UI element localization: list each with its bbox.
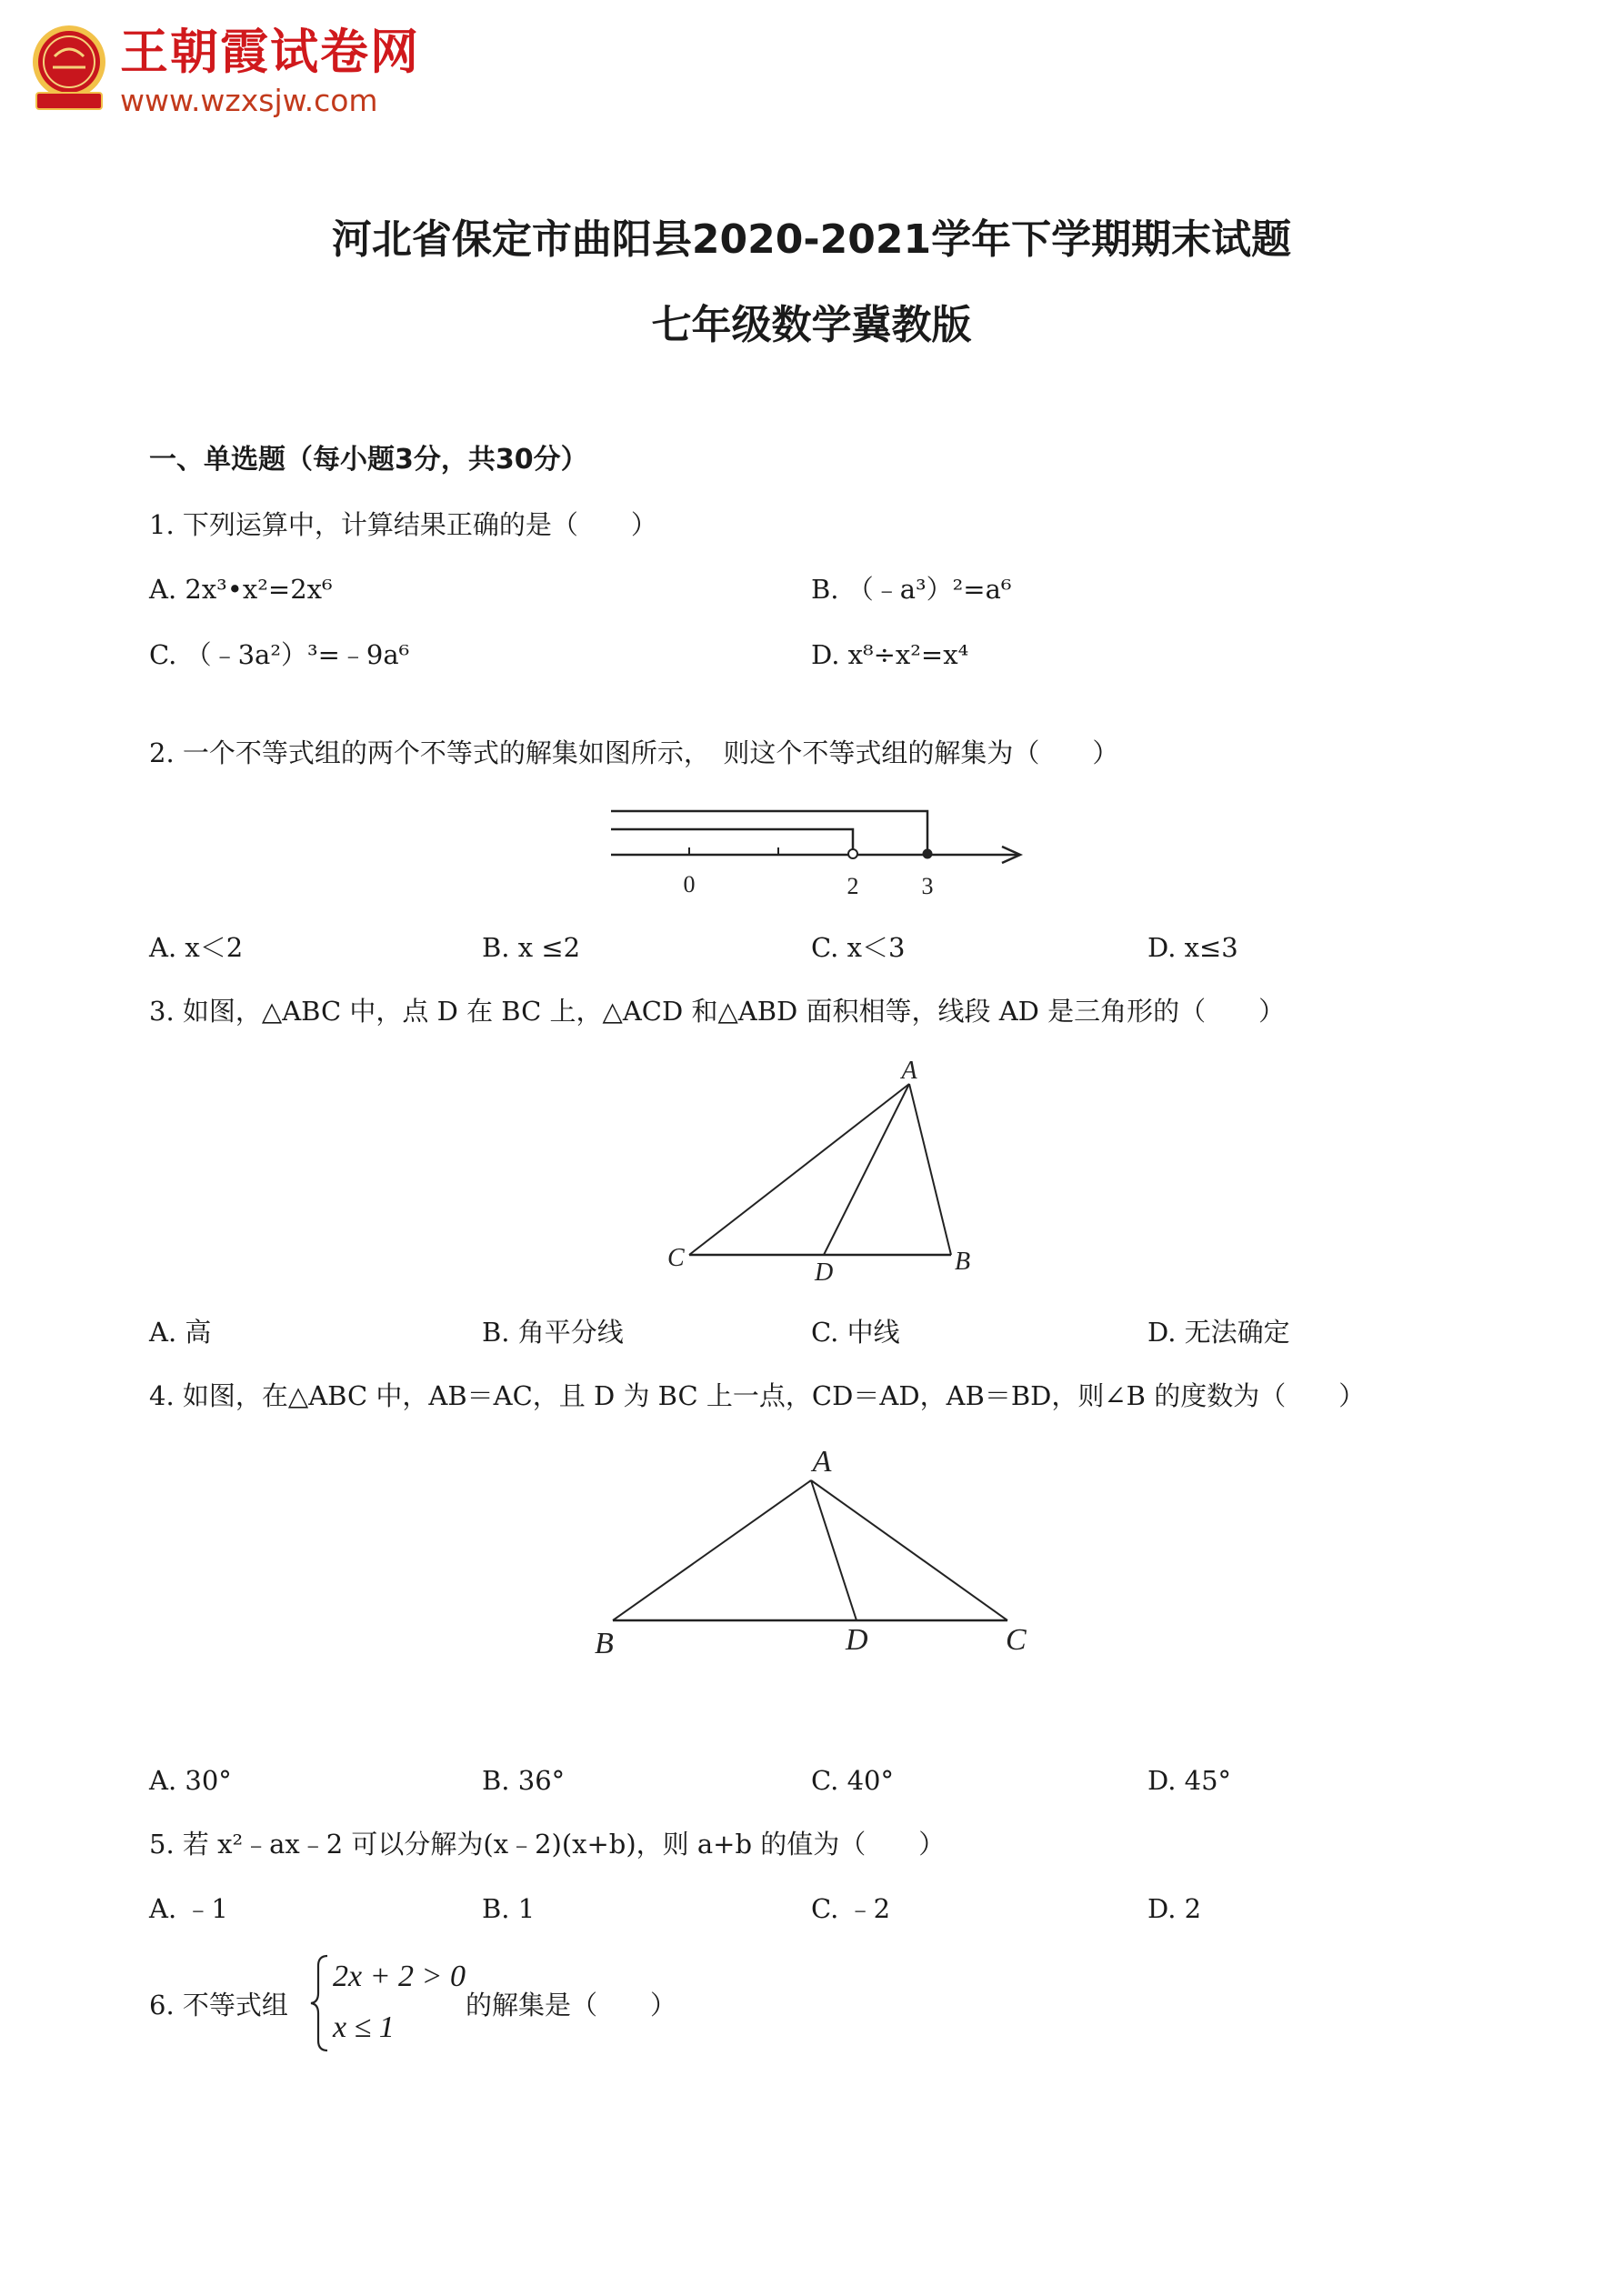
vertex-label-a: A bbox=[812, 1445, 832, 1479]
question-5-option-a: A. ﹣1 bbox=[149, 1893, 228, 1924]
question-1-option-c: C. （﹣3a²）³=﹣9a⁶ bbox=[149, 639, 410, 670]
vertex-label-b: B bbox=[595, 1627, 614, 1660]
question-3-option-d: D. 无法确定 bbox=[1147, 1317, 1290, 1348]
question-6-stem-prefix: 6. 不等式组 bbox=[149, 1990, 288, 2020]
site-url: www.wzxsjw.com bbox=[120, 83, 378, 118]
system-brace bbox=[309, 1953, 331, 2057]
question-1-stem: 1. 下列运算中，计算结果正确的是（ ） bbox=[149, 509, 657, 540]
question-1-option-b: B. （﹣a³）²=a⁶ bbox=[811, 574, 1012, 605]
question-3-stem: 3. 如图，△ABC 中，点 D 在 BC 上，△ACD 和△ABD 面积相等，线段 AD 是三角形的（ ） bbox=[149, 996, 1286, 1027]
inequality-system-line-2: x ≤ 1 bbox=[333, 2010, 395, 2044]
question-4-option-d: D. 45° bbox=[1147, 1765, 1232, 1796]
vertex-label-a: A bbox=[901, 1057, 917, 1085]
vertex-label-c: C bbox=[1006, 1623, 1027, 1657]
vertex-label-c: C bbox=[667, 1244, 685, 1272]
section-heading: 一、单选题（每小题3分，共30分） bbox=[149, 444, 588, 476]
triangle-figure-q4 bbox=[582, 1439, 1037, 1669]
question-1-option-d: D. x⁸÷x²=x⁴ bbox=[811, 639, 969, 670]
question-5-option-d: D. 2 bbox=[1147, 1893, 1202, 1924]
vertex-label-d: D bbox=[846, 1623, 868, 1657]
question-6-stem-suffix: 的解集是（ ） bbox=[466, 1990, 677, 2020]
question-4-stem: 4. 如图，在△ABC 中，AB＝AC，且 D 为 BC 上一点，CD＝AD，AB＝BD，则∠B 的度数为（ ） bbox=[149, 1380, 1366, 1411]
question-3-option-b: B. 角平分线 bbox=[482, 1317, 624, 1348]
site-logo-seal bbox=[27, 22, 111, 113]
question-2-option-c: C. x＜3 bbox=[811, 932, 906, 963]
number-line-figure bbox=[609, 800, 1037, 913]
site-name: 王朝霞试卷网 bbox=[120, 25, 420, 80]
question-2-option-b: B. x ≤2 bbox=[482, 932, 581, 963]
number-line-label-2: 2 bbox=[847, 873, 859, 899]
question-5-option-c: C. ﹣2 bbox=[811, 1893, 891, 1924]
question-2-option-a: A. x＜2 bbox=[149, 932, 244, 963]
number-line-label-0: 0 bbox=[683, 871, 696, 897]
question-3-option-c: C. 中线 bbox=[811, 1317, 900, 1348]
inequality-system-line-1: 2x + 2 > 0 bbox=[333, 1960, 466, 1993]
question-3-option-a: A. 高 bbox=[149, 1317, 212, 1348]
vertex-label-b: B bbox=[955, 1248, 971, 1276]
question-4-option-a: A. 30° bbox=[149, 1765, 232, 1796]
number-line-label-3: 3 bbox=[921, 873, 934, 899]
question-5-option-b: B. 1 bbox=[482, 1893, 536, 1924]
question-4-option-c: C. 40° bbox=[811, 1765, 894, 1796]
question-4-option-b: B. 36° bbox=[482, 1765, 566, 1796]
question-2-option-d: D. x≤3 bbox=[1147, 932, 1238, 963]
question-1-option-a: A. 2x³•x²=2x⁶ bbox=[149, 574, 333, 605]
exam-title: 河北省保定市曲阳县2020-2021学年下学期期末试题 bbox=[331, 216, 1292, 263]
question-5-stem: 5. 若 x²﹣ax﹣2 可以分解为(x﹣2)(x+b)，则 a+b 的值为（ ） bbox=[149, 1829, 946, 1860]
question-2-stem: 2. 一个不等式组的两个不等式的解集如图所示， 则这个不等式组的解集为（ ） bbox=[149, 737, 1119, 768]
vertex-label-d: D bbox=[815, 1258, 834, 1287]
exam-subtitle: 七年级数学冀教版 bbox=[651, 302, 972, 348]
triangle-figure-q3 bbox=[646, 1055, 991, 1295]
